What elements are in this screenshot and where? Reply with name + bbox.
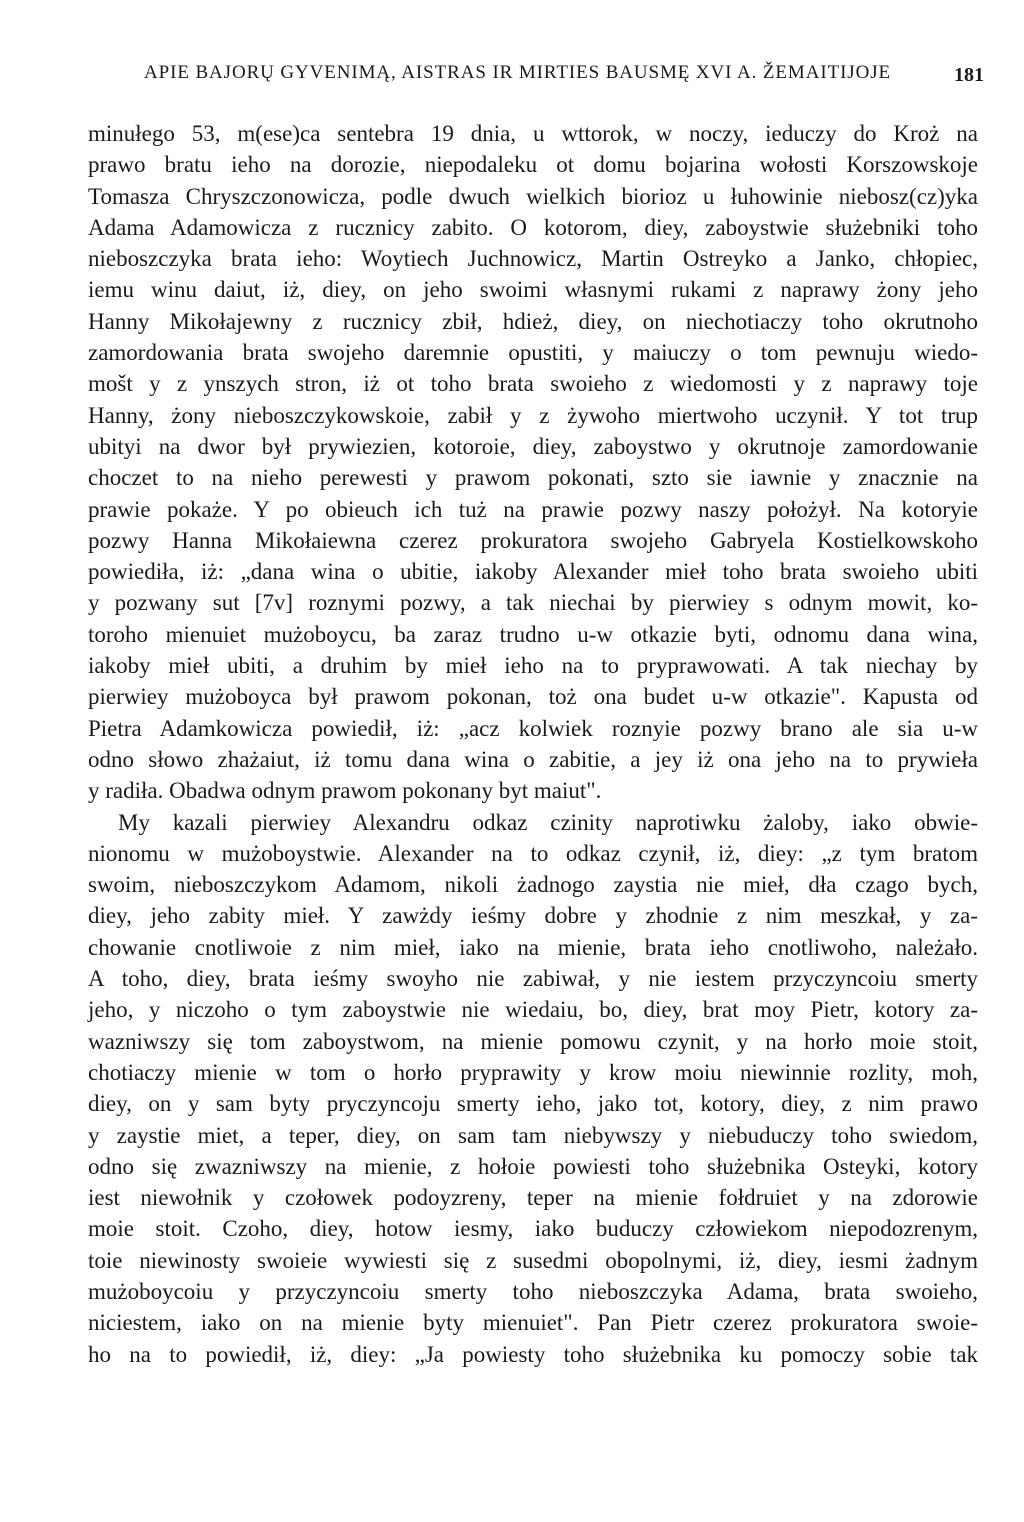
text-line: odno słowo zhażaiut, iż tomu dana wina o zabitie, a jey iż ona jeho na to prywieła xyxy=(88,746,978,772)
text-line: prawo bratu ieho na dorozie, niepodaleku ot domu bojarina wołosti Korszowskoje xyxy=(88,152,978,178)
text-line: diey, jeho zabity mieł. Y zawżdy ieśmy dobre y zhodnie z nim meszkał, y za- xyxy=(88,903,978,929)
text-line: Hanny, żony nieboszczykowskoie, zabił y z żywoho miertwoho uczynił. Y tot trup xyxy=(88,402,978,428)
text-line: diey, on y sam byty pryczyncoju smerty ieho, jako tot, kotory, diey, z nim prawo xyxy=(88,1091,978,1117)
text-line: prawie pokaże. Y po obieuch ich tuż na prawie pozwy naszy położył. Na kotoryie xyxy=(88,496,978,522)
text-line: choczet to na nieho perewesti y prawom pokonati, szto sie iawnie y znacznie na xyxy=(88,465,978,491)
text-line: minułego 53, m(ese)ca sentebra 19 dnia, u wttorok, w noczy, ieduczy do Kroż na xyxy=(88,121,978,146)
text-line: iemu winu daiut, iż, diey, on jeho swoimi własnymi rukami z naprawy żony jeho xyxy=(88,277,978,303)
text-line: nionomu w mużoboystwie. Alexander na to odkaz czynił, iż, diey: „z tym bratom xyxy=(88,840,978,866)
text-line: powiediła, iż: „dana wina o ubitie, iakoby Alexander mieł toho brata swoieho ubiti xyxy=(88,559,978,585)
text-line: Hanny Mikołajewny z rucznicy zbił, hdież, diey, on niechotiaczy toho okrutnoho xyxy=(88,308,978,334)
text-line: y pozwany sut [7v] roznymi pozwy, a tak niechai by pierwiey s odnym mowit, ko- xyxy=(88,590,978,616)
text-line: toie niewinosty swoieie wywiesti się z susedmi obopolnymi, iż, diey, iesmi żadnym xyxy=(88,1247,978,1273)
running-head-title: APIE BAJORŲ GYVENIMĄ, AISTRAS IR MIRTIES BAUSMĘ XVI A. ŽEMAITIJOJE xyxy=(144,62,892,83)
text-line: ubityi na dwor był prywiezien, kotoroie, diey, zaboystwo y okrutnoje zamordowanie xyxy=(88,433,978,459)
text-line: chowanie cnotliwoie z nim mieł, iako na mienie, brata ieho cnotliwoho, należało. xyxy=(88,934,978,960)
text-line: A toho, diey, brata ieśmy swoyho nie zabiwał, y nie iestem przyczyncoiu smerty xyxy=(88,966,978,992)
text-line: nieboszczyka brata ieho: Woytiech Juchnowicz, Martin Ostreyko a Janko, chłopiec, xyxy=(88,246,978,272)
text-line: pierwiey mużoboyca był prawom pokonan, toż ona budet u-w otkazie". Kapusta od xyxy=(88,684,978,710)
text-line: iest niewołnik y czołowek podoyzreny, teper na mienie fołdruiet y na zdorowie xyxy=(88,1185,978,1211)
text-line: Tomasza Chryszczonowicza, podle dwuch wielkich biorioz u łuhowinie niebosz(cz)yka xyxy=(88,183,978,209)
text-line: mużoboycoiu y przyczyncoiu smerty toho nieboszczyka Adama, brata swoieho, xyxy=(88,1278,978,1304)
text-line: chotiaczy mienie w tom o horło pryprawity y krow moiu niewinnie rozlity, moh, xyxy=(88,1059,978,1085)
text-line: pozwy Hanna Mikołaiewna czerez prokuratora swojeho Gabryela Kostielkowskoho xyxy=(88,527,978,553)
text-line: My kazali pierwiey Alexandru odkaz czinity naprotiwku żaloby, iako obwie- xyxy=(118,809,978,835)
text-line: wazniwszy się tom zaboystwom, na mienie pomowu czynit, y na horło moie stoit, xyxy=(88,1028,978,1054)
body-text xyxy=(88,118,978,1370)
text-line: y radiła. Obadwa odnym prawom pokonany byt maiut". xyxy=(88,778,602,804)
text-line: mošt y z ynszych stron, iż ot toho brata swoieho z wiedomosti y z naprawy toje xyxy=(88,371,978,397)
text-line: jeho, y niczoho o tym zaboystwie nie wiedaiu, bo, diey, brat moy Pietr, kotory za- xyxy=(88,997,978,1023)
text-line: niciestem, iako on na mienie byty mienuiet". Pan Pietr czerez prokuratora swoie- xyxy=(88,1310,978,1336)
text-line: toroho mienuiet mużoboycu, ba zaraz trudno u-w otkazie byti, odnomu dana wina, xyxy=(88,621,978,647)
text-line: iakoby mieł ubiti, a druhim by mieł ieho na to pryprawowati. A tak niechay by xyxy=(88,653,978,679)
text-line: moie stoit. Czoho, diey, hotow iesmy, iako buduczy człowiekom niepodozrenym, xyxy=(88,1216,978,1242)
text-line: y zaystie miet, a teper, diey, on sam tam niebywszy y niebuduczy toho swiedom, xyxy=(88,1122,978,1148)
text-line: Pietra Adamkowicza powiedił, iż: „acz kolwiek roznyie pozwy brano ale sia u-w xyxy=(88,715,978,741)
text-line: odno się zwazniwszy na mienie, z hołoie powiesti toho służebnika Osteyki, kotory xyxy=(88,1153,978,1179)
text-line: zamordowania brata swojeho daremnie opustiti, y maiuczy o tom pewnuju wiedo- xyxy=(88,340,978,366)
text-line: ho na to powiedił, iż, diey: „Ja powiesty toho służebnika ku pomoczy sobie tak xyxy=(88,1341,978,1367)
running-header xyxy=(88,62,984,102)
text-line: Adama Adamowicza z rucznicy zabito. O kotorom, diey, zaboystwie służebniki toho xyxy=(88,214,978,240)
page-number: 181 xyxy=(954,64,984,86)
text-line: swoim, nieboszczykom Adamom, nikoli żadnogo zaystia nie mieł, dła czago bych, xyxy=(88,872,978,898)
